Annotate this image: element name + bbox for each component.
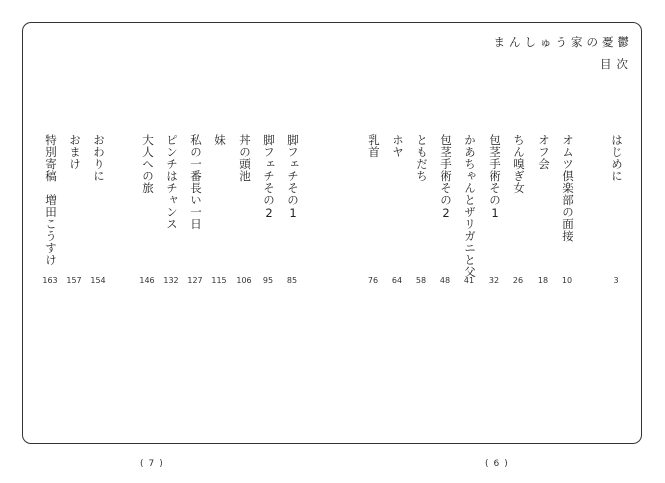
toc-entry-page: 95 <box>262 276 274 285</box>
toc-entry-title: ちん嗅ぎ女 <box>512 134 526 194</box>
toc-entry-title: かあちゃんとザリガニと父 <box>463 134 477 278</box>
toc-entry-title: 脚フェチその1 <box>286 134 300 221</box>
toc-entry-page: 146 <box>139 276 155 285</box>
toc-entry-page: 41 <box>463 276 475 285</box>
toc-entry-title: 丼の頭池 <box>238 134 252 182</box>
left-page-number: (7) <box>140 459 168 469</box>
toc-entry-page: 127 <box>187 276 203 285</box>
toc-entry-title: 特別寄稿 増田こうすけ <box>44 134 58 266</box>
toc-entry-title: ピンチはチャンス <box>165 134 179 230</box>
toc-entry-page: 154 <box>90 276 106 285</box>
toc-entry-page: 18 <box>537 276 549 285</box>
toc-entry-page: 10 <box>561 276 573 285</box>
toc-entry-title: 乳首 <box>367 134 381 158</box>
toc-entry-title: 大人への旅 <box>141 134 155 194</box>
toc-entry-title: 私の一番長い一日 <box>189 134 203 230</box>
toc-entry-page: 48 <box>439 276 451 285</box>
toc-entry-title: オムツ倶楽部の面接 <box>561 134 575 242</box>
toc-entry-page: 132 <box>163 276 179 285</box>
toc-entry-title: おまけ <box>68 134 82 170</box>
toc-entry-page: 26 <box>512 276 524 285</box>
toc-entry-page: 64 <box>391 276 403 285</box>
toc-entry-title: 包茎手術その2 <box>439 134 453 221</box>
toc-entry-page: 157 <box>66 276 82 285</box>
page-frame <box>22 22 642 444</box>
toc-entry-page: 106 <box>236 276 252 285</box>
toc-entry-title: おわりに <box>92 134 106 182</box>
toc-entry-title: オフ会 <box>537 134 551 170</box>
toc-entry-page: 76 <box>367 276 379 285</box>
toc-entry-page: 163 <box>42 276 58 285</box>
toc-entry-page: 58 <box>415 276 427 285</box>
toc-entry-title: はじめに <box>610 134 624 182</box>
toc-entry-page: 32 <box>488 276 500 285</box>
toc-entry-page: 85 <box>286 276 298 285</box>
toc-entry-page: 115 <box>211 276 227 285</box>
toc-entry-title: 妹 <box>213 134 227 146</box>
contents-heading: 目次 <box>600 57 633 71</box>
book-title: まんしゅう家の憂鬱 <box>493 35 633 49</box>
toc-entry-title: ともだち <box>415 134 429 182</box>
toc-entry-page: 3 <box>613 276 619 285</box>
toc-entry-title: 包茎手術その1 <box>488 134 502 221</box>
right-page-number: (6) <box>485 459 513 469</box>
toc-entry-title: ホヤ <box>391 134 405 158</box>
toc-entry-title: 脚フェチその2 <box>262 134 276 221</box>
